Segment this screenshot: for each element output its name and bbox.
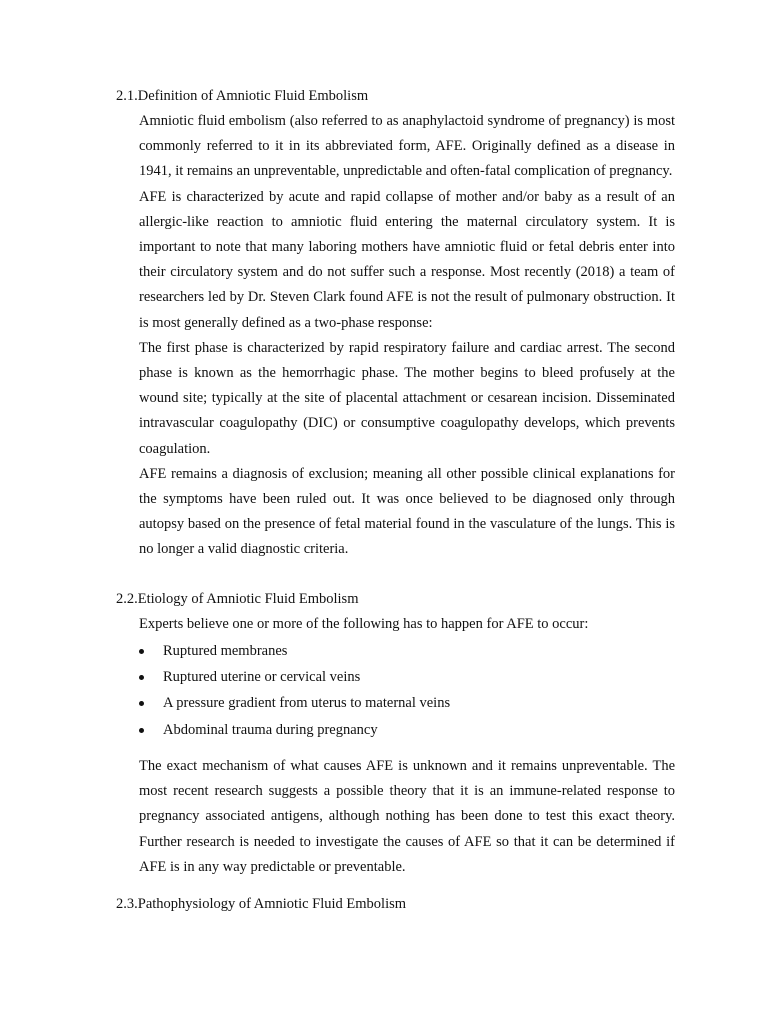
etiology-bullet-list [139,638,675,743]
paragraph-afe-diagnosis: AFE remains a diagnosis of exclusion; meaning all other possible clinical explanations for the symptoms have been ruled out. It was once believed to be diagnosed only through autopsy based on the presence of fetal material found in the vasculature of the lungs. This is no longer a valid diagnostic criteria. [139,465,675,558]
bullet-icon [139,675,144,680]
list-item: A pressure gradient from uterus to maternal veins [139,690,675,716]
paragraph-etiology-mechanism: The exact mechanism of what causes AFE is unknown and it remains unpreventable. The most recent research suggests a possible theory that it is an immune-related response to pregnancy associated antigens, although nothing has been done to test this exact theory. Further research is needed to investigate the causes of AFE so that it can be determined if AFE is in any way predictable or preventable. [139,758,675,875]
section-heading-etiology: 2.2.Etiology of Amniotic Fluid Embolism [116,591,359,607]
definition-body [139,109,675,563]
section-heading-pathophysiology: 2.3.Pathophysiology of Amniotic Fluid Embolism [116,896,407,912]
list-item: Abdominal trauma during pregnancy [139,717,675,743]
list-item: Ruptured uterine or cervical veins [139,664,675,690]
etiology-intro [139,612,675,637]
bullet-icon [139,701,144,706]
paragraph-etiology-intro: Experts believe one or more of the following has to happen for AFE to occur: [139,616,589,632]
list-item: Ruptured membranes [139,638,675,664]
bullet-icon [139,649,144,654]
section-heading-definition: 2.1.Definition of Amniotic Fluid Embolism [116,88,369,104]
paragraph-afe-definition: Amniotic fluid embolism (also referred to as anaphylactoid syndrome of pregnancy) is most commonly referred to it in its abbreviated form, AFE. Originally defined as a disease in 1941, it remains an unpreventable, unpredictable and often-fatal complication of pregnancy. [139,113,675,180]
paragraph-afe-phases: The first phase is characterized by rapid respiratory failure and cardiac arrest. The second phase is known as the hemorrhagic phase. The mother begins to bleed profusely at the wound site; typically at the site of placental attachment or cesarean incision. Disseminated intravascular coagulopathy (DIC) or consumptive coagulopathy develops, which prevents coagulation. [139,339,675,457]
etiology-body [139,754,675,880]
bullet-icon [139,728,144,733]
paragraph-afe-characterization: AFE is characterized by acute and rapid collapse of mother and/or baby as a result of an allergic-like reaction to amniotic fluid entering the maternal circulatory system. It is important to note that many laboring mothers have amniotic fluid or fetal debris enter into their circulatory system and do not suffer such a response. Most recently (2018) a team of researchers led by Dr. Steven Clark found AFE is not the result of pulmonary obstruction. It is most generally defined as a two-phase response: [139,188,675,331]
